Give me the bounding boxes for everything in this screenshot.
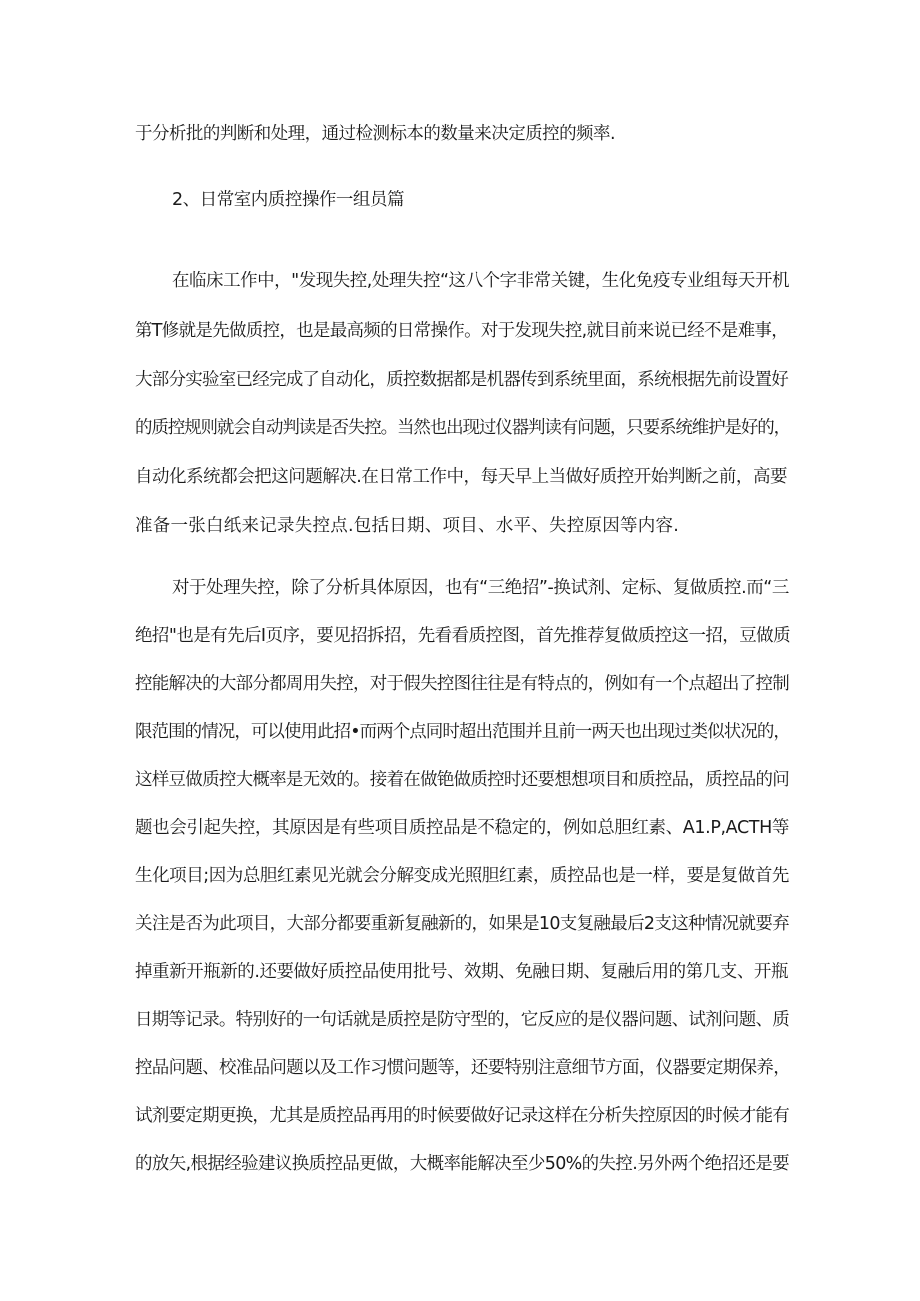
section-heading: 2、日常室内质控操作一组员篇 xyxy=(172,190,404,210)
paragraph-line: 的质控规则就会自动判读是否失控。当然也出现过仪器判读有问题，只要系统维护是好的， xyxy=(135,418,790,438)
paragraph-line: 第T修就是先做质控，也是最高频的日常操作。对于发现失控,就目前来说已经不是难事， xyxy=(135,321,789,341)
paragraph-line: 的放矢,根据经验建议换质控品更做，大概率能解决至少50%的失控.另外两个绝招还是要 xyxy=(135,1154,789,1174)
paragraph-line: 生化项目;因为总胆红素见光就会分解变成光照胆红素，质控品也是一样，要是复做首先 xyxy=(135,866,789,886)
paragraph-line: 限范围的情况，可以使用此招•而两个点同时超出范围并且前一两天也出现过类似状况的， xyxy=(135,722,790,742)
paragraph-line: 控能解决的大部分都周用失控，对于假失控图往往是有特点的，例如有一个点超出了控制 xyxy=(135,674,789,694)
paragraph-line: 对于处理失控，除了分析具体原因，也有“三绝招”-换试剂、定标、复做质控.而“三 xyxy=(172,578,789,598)
paragraph-line: 大部分实验室已经完成了自动化，质控数据都是机器传到系统里面，系统根据先前设置好 xyxy=(135,370,788,390)
paragraph-line: 绝招"也是有先后I页序，要见招拆招，先看看质控图，首先推荐复做质控这一招，豆做质 xyxy=(135,626,790,646)
paragraph-line: 关注是否为此项目，大部分都要重新复融新的，如果是10支复融最后2支这种情况就要弃 xyxy=(135,914,789,934)
paragraph-line: 题也会引起失控，其原因是有些项目质控品是不稳定的，例如总胆红素、A1.P,ACTH等 xyxy=(135,818,789,838)
paragraph-line: 自动化系统都会把这问题解决.在日常工作中，每天早上当做好质控开始判断之前，高要 xyxy=(135,467,787,487)
paragraph-line: 控品问题、校准品问题以及工作习惯问题等，还要特别注意细节方面，仪器要定期保养， xyxy=(135,1058,790,1078)
paragraph-line: 准备一张白纸来记录失控点.包括日期、项目、水平、失控原因等内容. xyxy=(135,516,679,536)
paragraph-line: 这样豆做质控大概率是无效的。接着在做铯做质控时还要想想项目和质控品，质控品的问 xyxy=(135,770,789,790)
paragraph-line: 在临床工作中，"发现失控,处理失控“这八个字非常关键，生化免疫专业组每天开机 xyxy=(172,271,789,291)
paragraph-line: 掉重新开瓶新的.还要做好质控品使用批号、效期、免融日期、复融后用的第几支、开瓶 xyxy=(135,962,788,982)
paragraph-line: 试剂要定期更换，尤其是质控品再用的时候要做好记录这样在分析失控原因的时候才能有 xyxy=(135,1106,789,1126)
paragraph-line: 日期等记录。特别好的一句话就是质控是防守型的，它反应的是仪器问题、试剂问题、质 xyxy=(135,1010,789,1030)
paragraph-line: 于分析批的判断和处理，通过检测标本的数量来决定质控的频率. xyxy=(135,124,615,144)
